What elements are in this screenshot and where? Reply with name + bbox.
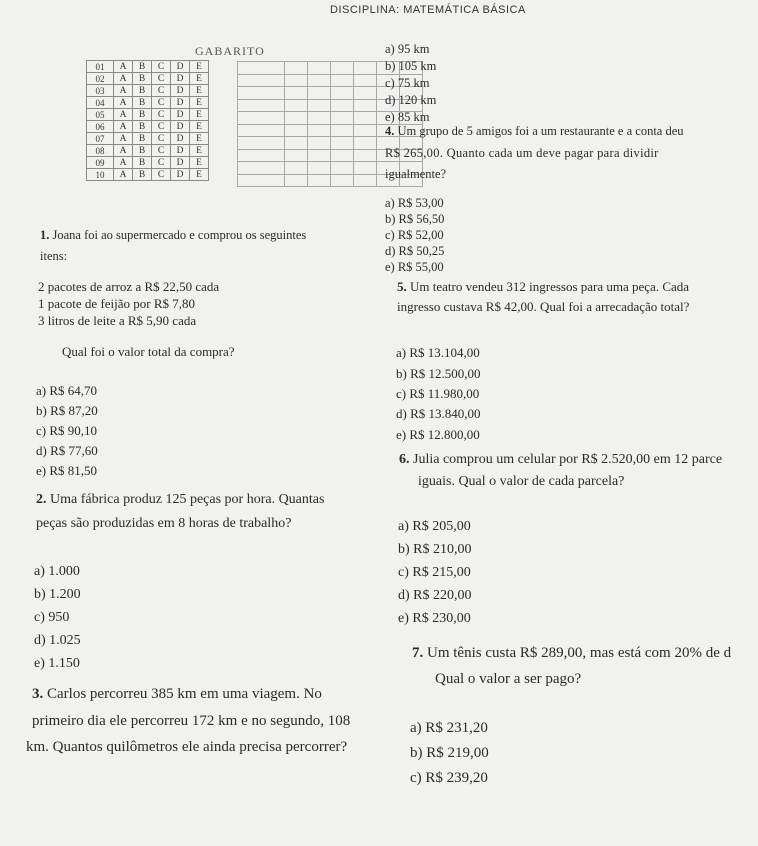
blank-grid-cell [238, 87, 285, 100]
gabarito-row [87, 61, 209, 73]
gabarito-row [87, 97, 209, 109]
q0-option-c: c) 75 km [385, 76, 430, 90]
blank-grid-cell [308, 62, 331, 75]
gabarito-question-number: 08 [87, 145, 114, 157]
q4-line1: 4. Um grupo de 5 amigos foi a um restaurante e a conta deu [385, 124, 684, 138]
blank-grid-cell [238, 149, 285, 162]
blank-grid-cell [238, 74, 285, 87]
gabarito-question-number: 10 [87, 169, 114, 181]
gabarito-option-bubble[interactable]: A [114, 73, 133, 85]
blank-grid-cell [331, 74, 354, 87]
blank-grid-cell [331, 87, 354, 100]
gabarito-option-bubble[interactable]: C [152, 169, 171, 181]
blank-grid-cell [238, 174, 285, 187]
blank-grid-cell [354, 112, 377, 125]
blank-grid-cell [354, 99, 377, 112]
blank-grid-cell [308, 87, 331, 100]
gabarito-option-bubble[interactable]: D [171, 61, 190, 73]
blank-grid-cell [331, 124, 354, 137]
blank-grid-cell [308, 137, 331, 150]
gabarito-option-bubble[interactable]: B [133, 121, 152, 133]
blank-grid-cell [354, 162, 377, 175]
q6-option-b: b) R$ 210,00 [398, 542, 472, 557]
blank-grid-cell [308, 74, 331, 87]
gabarito-option-bubble[interactable]: E [190, 73, 209, 85]
q2-option-c: c) 950 [34, 610, 70, 625]
q4-option-b: b) R$ 56,50 [385, 212, 445, 226]
gabarito-option-bubble[interactable]: E [190, 121, 209, 133]
blank-grid-cell [354, 62, 377, 75]
blank-grid-cell [331, 137, 354, 150]
q2-option-b: b) 1.200 [34, 587, 81, 602]
blank-grid-cell [238, 99, 285, 112]
gabarito-option-bubble[interactable]: D [171, 73, 190, 85]
gabarito-row [87, 169, 209, 181]
gabarito-option-bubble[interactable]: C [152, 157, 171, 169]
q1-option-b: b) R$ 87,20 [36, 403, 98, 418]
blank-grid-cell [331, 162, 354, 175]
q4-line2: R$ 265,00. Quanto cada um deve pagar para dividir [385, 146, 659, 160]
blank-grid-cell [331, 174, 354, 187]
q4-line3: igualmente? [385, 167, 447, 181]
gabarito-title: GABARITO [195, 44, 265, 58]
blank-grid-cell [354, 174, 377, 187]
gabarito-option-bubble[interactable]: C [152, 121, 171, 133]
q1-option-c: c) R$ 90,10 [36, 423, 98, 438]
gabarito-option-bubble[interactable]: B [133, 97, 152, 109]
gabarito-option-bubble[interactable]: B [133, 169, 152, 181]
gabarito-option-bubble[interactable]: E [190, 61, 209, 73]
q7-line2: Qual o valor a ser pago? [435, 671, 582, 687]
gabarito-option-bubble[interactable]: A [114, 61, 133, 73]
gabarito-row [87, 121, 209, 133]
blank-grid-cell [238, 162, 285, 175]
blank-grid-cell [354, 74, 377, 87]
q7-option-a: a) R$ 231,20 [410, 720, 488, 736]
q6-line1: 6. Julia comprou um celular por R$ 2.520,00 em 12 parce [399, 452, 723, 467]
blank-grid-cell [308, 99, 331, 112]
q4-option-e: e) R$ 55,00 [385, 260, 444, 274]
blank-grid-cell [285, 124, 308, 137]
gabarito-question-number: 09 [87, 157, 114, 169]
q4-option-c: c) R$ 52,00 [385, 228, 444, 242]
gabarito-option-bubble[interactable]: A [114, 85, 133, 97]
q1-line1: 1. Joana foi ao supermercado e comprou os seguintes [40, 228, 307, 242]
q5-option-c: c) R$ 11.980,00 [396, 386, 480, 401]
q2-line1: 2. Uma fábrica produz 125 peças por hora. Quantas [36, 492, 325, 507]
gabarito-grid [86, 60, 209, 181]
blank-grid-cell [308, 112, 331, 125]
gabarito-option-bubble[interactable]: B [133, 85, 152, 97]
page-header: DISCIPLINA: MATEMÁTICA BÁSICA [330, 4, 526, 16]
gabarito-option-bubble[interactable]: C [152, 109, 171, 121]
q1-item-3: 3 litros de leite a R$ 5,90 cada [38, 313, 197, 328]
blank-grid-cell [354, 87, 377, 100]
gabarito-option-bubble[interactable]: E [190, 97, 209, 109]
gabarito-option-bubble[interactable]: A [114, 169, 133, 181]
gabarito-option-bubble[interactable]: C [152, 61, 171, 73]
blank-grid-cell [331, 149, 354, 162]
gabarito-row [87, 73, 209, 85]
q0-option-a: a) 95 km [385, 42, 430, 56]
gabarito-option-bubble[interactable]: B [133, 61, 152, 73]
q7-line1: 7. Um tênis custa R$ 289,00, mas está com 20% de d [412, 645, 732, 661]
blank-grid-cell [308, 162, 331, 175]
q5-option-a: a) R$ 13.104,00 [396, 345, 480, 360]
gabarito-option-bubble[interactable]: E [190, 145, 209, 157]
q6-line2: iguais. Qual o valor de cada parcela? [418, 474, 625, 489]
gabarito-question-number: 04 [87, 97, 114, 109]
gabarito-option-bubble[interactable]: D [171, 97, 190, 109]
gabarito-row [87, 145, 209, 157]
blank-grid-cell [238, 137, 285, 150]
blank-grid-cell [285, 112, 308, 125]
gabarito-option-bubble[interactable]: A [114, 121, 133, 133]
q1-question: Qual foi o valor total da compra? [62, 344, 235, 359]
q2-option-d: d) 1.025 [34, 633, 81, 648]
q2-option-e: e) 1.150 [34, 656, 80, 671]
gabarito-option-bubble[interactable]: D [171, 169, 190, 181]
q1-option-e: e) R$ 81,50 [36, 463, 98, 478]
gabarito-option-bubble[interactable]: A [114, 109, 133, 121]
gabarito-option-bubble[interactable]: B [133, 73, 152, 85]
blank-grid-cell [238, 124, 285, 137]
q5-option-d: d) R$ 13.840,00 [396, 406, 481, 421]
q7-option-b: b) R$ 219,00 [410, 745, 489, 761]
blank-grid-cell [285, 87, 308, 100]
q3-line1: 3. Carlos percorreu 385 km em uma viagem. No [32, 686, 322, 702]
gabarito-question-number: 03 [87, 85, 114, 97]
blank-grid-cell [331, 112, 354, 125]
q1-item-1: 2 pacotes de arroz a R$ 22,50 cada [38, 279, 220, 294]
q3-line3: km. Quantos quilômetros ele ainda precisa percorrer? [26, 739, 348, 755]
blank-grid-cell [238, 112, 285, 125]
gabarito-option-bubble[interactable]: C [152, 85, 171, 97]
blank-grid-cell [354, 124, 377, 137]
gabarito-question-number: 06 [87, 121, 114, 133]
gabarito-option-bubble[interactable]: E [190, 109, 209, 121]
gabarito-option-bubble[interactable]: B [133, 157, 152, 169]
q4-option-a: a) R$ 53,00 [385, 196, 444, 210]
gabarito-row [87, 133, 209, 145]
gabarito-option-bubble[interactable]: D [171, 133, 190, 145]
blank-grid-cell [308, 174, 331, 187]
blank-grid-cell [285, 99, 308, 112]
gabarito-option-bubble[interactable]: D [171, 85, 190, 97]
gabarito-option-bubble[interactable]: C [152, 97, 171, 109]
gabarito-question-number: 05 [87, 109, 114, 121]
q5-option-b: b) R$ 12.500,00 [396, 366, 481, 381]
q5-line2: ingresso custava R$ 42,00. Qual foi a arrecadação total? [397, 299, 690, 314]
q6-option-e: e) R$ 230,00 [398, 611, 471, 626]
gabarito-option-bubble[interactable]: D [171, 145, 190, 157]
q1-option-d: d) R$ 77,60 [36, 443, 98, 458]
blank-grid-cell [354, 137, 377, 150]
blank-grid-cell [285, 62, 308, 75]
q4-option-d: d) R$ 50,25 [385, 244, 445, 258]
q2-option-a: a) 1.000 [34, 564, 80, 579]
gabarito-option-bubble[interactable]: D [171, 157, 190, 169]
blank-grid-cell [285, 137, 308, 150]
gabarito-option-bubble[interactable]: A [114, 145, 133, 157]
gabarito-question-number: 01 [87, 61, 114, 73]
gabarito-row [87, 157, 209, 169]
gabarito-option-bubble[interactable]: D [171, 121, 190, 133]
gabarito-option-bubble[interactable]: E [190, 133, 209, 145]
gabarito-option-bubble[interactable]: E [190, 169, 209, 181]
q5-line1: 5. Um teatro vendeu 312 ingressos para uma peça. Cada [397, 279, 690, 294]
blank-grid-cell [331, 99, 354, 112]
q7-option-c: c) R$ 239,20 [410, 770, 488, 786]
q0-option-e: e) 85 km [385, 110, 430, 124]
gabarito-option-bubble[interactable]: A [114, 133, 133, 145]
q1-line2: itens: [40, 249, 68, 263]
q1-item-2: 1 pacote de feijão por R$ 7,80 [38, 296, 196, 311]
q6-option-c: c) R$ 215,00 [398, 565, 471, 580]
gabarito-option-bubble[interactable]: B [133, 109, 152, 121]
q6-option-a: a) R$ 205,00 [398, 519, 471, 534]
blank-grid-cell [285, 74, 308, 87]
gabarito-option-bubble[interactable]: A [114, 97, 133, 109]
q1-option-a: a) R$ 64,70 [36, 383, 98, 398]
blank-grid-cell [331, 62, 354, 75]
gabarito-option-bubble[interactable]: A [114, 157, 133, 169]
blank-grid-cell [354, 149, 377, 162]
q0-option-b: b) 105 km [385, 59, 437, 73]
gabarito-option-bubble[interactable]: E [190, 85, 209, 97]
blank-grid-cell [308, 124, 331, 137]
gabarito-row [87, 109, 209, 121]
blank-grid-cell [238, 62, 285, 75]
gabarito-option-bubble[interactable]: B [133, 133, 152, 145]
gabarito-question-number: 07 [87, 133, 114, 145]
blank-grid-cell [285, 162, 308, 175]
gabarito-row [87, 85, 209, 97]
q2-line2: peças são produzidas em 8 horas de trabalho? [36, 516, 292, 531]
q5-option-e: e) R$ 12.800,00 [396, 427, 480, 442]
gabarito-option-bubble[interactable]: C [152, 133, 171, 145]
gabarito-option-bubble[interactable]: C [152, 145, 171, 157]
gabarito-option-bubble[interactable]: D [171, 109, 190, 121]
blank-grid-cell [285, 174, 308, 187]
gabarito-option-bubble[interactable]: E [190, 157, 209, 169]
blank-grid-cell [285, 149, 308, 162]
gabarito-question-number: 02 [87, 73, 114, 85]
blank-grid-cell [308, 149, 331, 162]
gabarito-option-bubble[interactable]: B [133, 145, 152, 157]
q3-line2: primeiro dia ele percorreu 172 km e no segundo, 108 [32, 713, 351, 729]
q6-option-d: d) R$ 220,00 [398, 588, 472, 603]
q0-option-d: d) 120 km [385, 93, 437, 107]
gabarito-option-bubble[interactable]: C [152, 73, 171, 85]
